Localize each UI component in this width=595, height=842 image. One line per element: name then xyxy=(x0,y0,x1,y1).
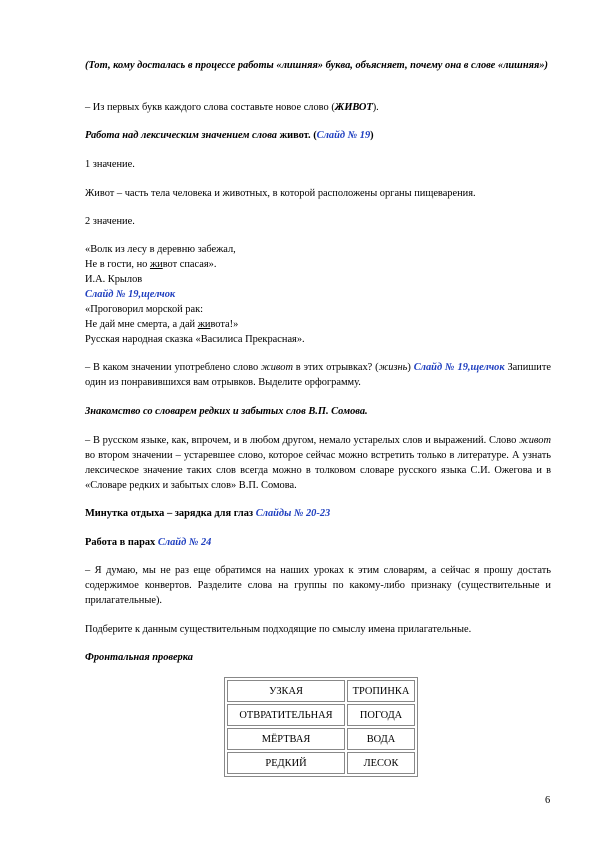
pairs-heading-text: Работа в парах xyxy=(85,537,158,548)
question-paragraph xyxy=(85,360,551,390)
lexical-heading-text: Работа над лексическим значением слова xyxy=(85,130,280,141)
slide-ref-19: Слайд № 19 xyxy=(316,130,371,141)
poem1-author: И.А. Крылов xyxy=(85,274,143,285)
table-cell-adjective: РЕДКИЙ xyxy=(227,752,345,774)
question-mid: в этих отрывках? ( xyxy=(292,362,379,373)
dictionary-after: во втором значении – устаревшее слово, которое сейчас можно встретить только в литературе. А узнать лексическое значение таких слов всегда можно в толковом словаре русского языка С.И. Ожегова и в «Словаре редких и забытых слов» В.П. Сомова. xyxy=(85,450,551,491)
pairs-heading xyxy=(85,535,551,550)
task-new-word-text: – Из первых букв каждого слова составьте новое слово ( xyxy=(85,102,335,113)
slide-ref-20-23: Слайды № 20-23 xyxy=(255,508,331,519)
frontal-check-heading: Фронтальная проверка xyxy=(85,652,193,663)
slide-click-1: Слайд № 19,щелчок xyxy=(85,289,176,300)
question-word: живот xyxy=(261,362,293,373)
slide-ref-24: Слайд № 24 xyxy=(157,537,212,548)
table-cell-noun: ЛЕСОК xyxy=(347,752,415,774)
table-cell-adjective: МЁРТВАЯ xyxy=(227,728,345,750)
task-new-word xyxy=(85,100,551,115)
table-row xyxy=(227,680,415,702)
task-new-word-answer: ЖИВОТ xyxy=(334,102,373,113)
lexical-heading-open: . ( xyxy=(308,130,317,141)
question-after: ) xyxy=(407,362,414,373)
poem1-orthogram: жи xyxy=(149,259,163,270)
table-row xyxy=(227,728,415,750)
table-cell-adjective: УЗКАЯ xyxy=(227,680,345,702)
poem2-line2 xyxy=(85,317,551,332)
poem1-line2-after: вот спасая». xyxy=(162,259,217,270)
dictionary-word: живот xyxy=(519,435,551,446)
poem2-source: Русская народная сказка «Василиса Прекрасная». xyxy=(85,334,305,345)
slide-click-2: Слайд № 19,щелчок xyxy=(413,362,505,373)
meaning2-label: 2 значение. xyxy=(85,216,135,227)
pairs-paragraph: – Я думаю, мы не раз еще обратимся на наших уроках к этим словарям, а сейчас я прошу достать содержимое конвертов. Разделите слова на группы по какому-либо признаку (существительные и прилагательные). xyxy=(85,565,551,606)
adjectives-task: Подберите к данным существительным подходящие по смыслу имена прилагательные. xyxy=(85,624,472,635)
poem1-line1: «Волк из лесу в деревню забежал, xyxy=(85,244,236,255)
lexical-heading-close: ) xyxy=(370,130,374,141)
question-hint: жизнь xyxy=(378,362,408,373)
question-before: – В каком значении употреблено слово xyxy=(85,362,262,373)
poem1-line2-before: Не в гости, но xyxy=(85,259,150,270)
meaning1-definition: Живот – часть тела человека и животных, в которой расположены органы пищеварения. xyxy=(85,188,476,199)
task-new-word-close: ). xyxy=(372,102,379,113)
table-cell-noun: ТРОПИНКА xyxy=(347,680,415,702)
meaning1-label: 1 значение. xyxy=(85,159,135,170)
table-cell-noun: ВОДА xyxy=(347,728,415,750)
poem2-orthogram: жи xyxy=(197,319,211,330)
word-pairs-table xyxy=(224,677,418,777)
page-number: 6 xyxy=(545,795,551,806)
dictionary-before: – В русском языке, как, впрочем, и в любом другом, немало устарелых слов и выражений. Слово xyxy=(85,435,520,446)
intro-note: (Тот, кому досталась в процессе работы «лишняя» буква, объясняет, почему она в слове «лишняя») xyxy=(85,60,548,71)
table-row xyxy=(227,752,415,774)
poem1-line2 xyxy=(85,257,551,272)
table-cell-adjective: ОТВРАТИТЕЛЬНАЯ xyxy=(227,704,345,726)
dictionary-heading: Знакомство со словарем редких и забытых слов В.П. Сомова. xyxy=(85,406,368,417)
poem2-line2-before: Не дай мне смерта, а дай xyxy=(85,319,198,330)
table-cell-noun: ПОГОДА xyxy=(347,704,415,726)
poem2-line2-after: вота!» xyxy=(210,319,239,330)
dictionary-paragraph xyxy=(85,433,551,493)
question-tail: Запишите один из понравившихся вам отрывков. Выделите орфограмму. xyxy=(85,362,551,388)
break-heading-text: Минутка отдыха – зарядка для глаз xyxy=(85,508,256,519)
table-row xyxy=(227,704,415,726)
lexical-heading-word: живот xyxy=(279,130,309,141)
break-heading xyxy=(85,506,551,521)
poem2-line1: «Проговорил морской рак: xyxy=(85,304,204,315)
lexical-heading xyxy=(85,128,551,143)
